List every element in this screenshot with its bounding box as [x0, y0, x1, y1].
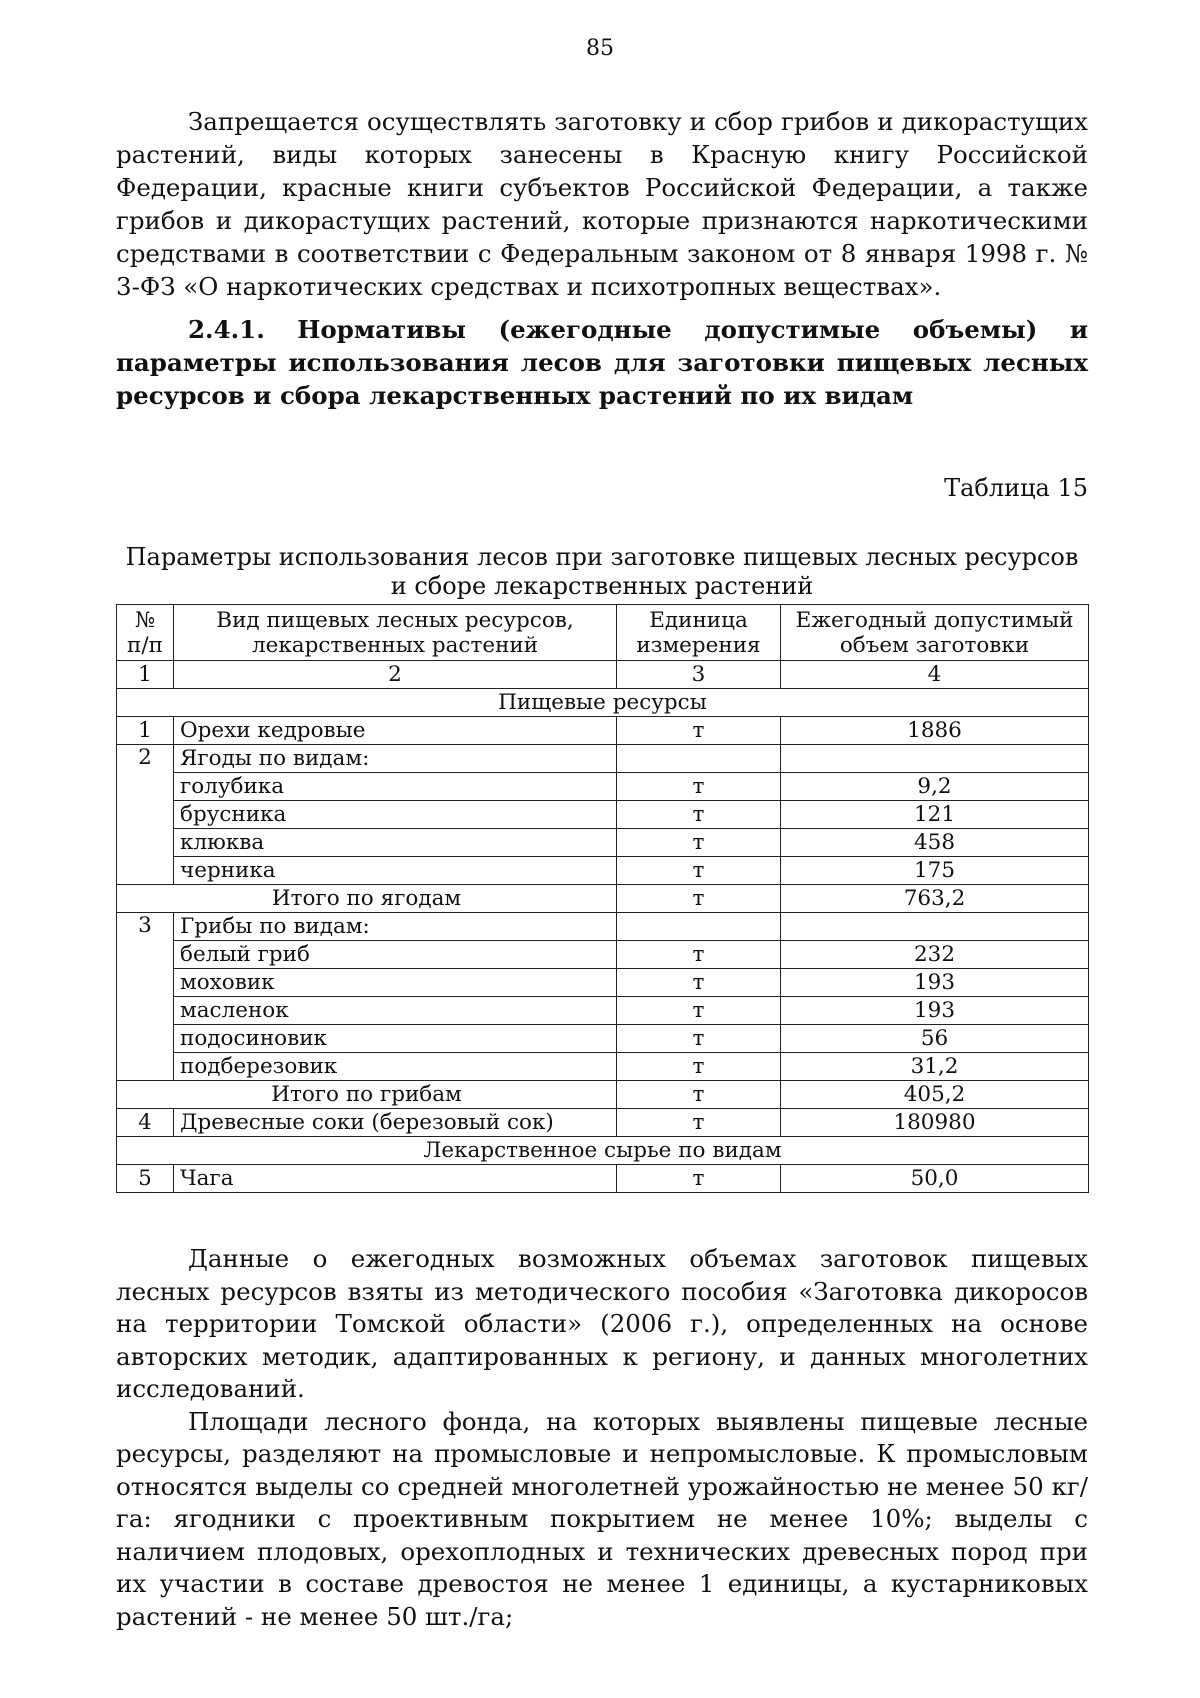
row-num: 3 [117, 913, 174, 1081]
table-row [117, 801, 1089, 829]
table-row [117, 997, 1089, 1025]
row-value: 121 [781, 801, 1089, 829]
row-value-empty [781, 745, 1089, 773]
row-name: подосиновик [174, 1025, 617, 1053]
row-name: клюква [174, 829, 617, 857]
row-name: голубика [174, 773, 617, 801]
header-kind: Вид пищевых лесных ресурсов, лекарственных растений [174, 605, 617, 661]
row-name: Древесные соки (березовый сок) [174, 1109, 617, 1137]
row-unit: т [617, 1109, 781, 1137]
row-unit: т [617, 801, 781, 829]
row-name: Орехи кедровые [174, 717, 617, 745]
table-header-row [117, 605, 1089, 661]
row-name: брусника [174, 801, 617, 829]
row-value: 31,2 [781, 1053, 1089, 1081]
row-name: белый гриб [174, 941, 617, 969]
total-label: Итого по ягодам [117, 885, 617, 913]
table-row-group-berries [117, 745, 1089, 773]
table-row [117, 969, 1089, 997]
table-caption-line-2: и сборе лекарственных растений [390, 572, 814, 600]
header-num: № п/п [117, 605, 174, 661]
table-label: Таблица 15 [944, 474, 1088, 502]
intro-paragraph: Запрещается осуществлять заготовку и сбор грибов и дикорастущих растений, виды которых занесены в Красную книгу Российской Федерации, красные книги субъектов Российской Федерации, а также грибов и дикорастущих растений, которые признаются наркотическими средствами в соответствии с Федеральным законом от 8 января 1998 г. № 3-ФЗ «О наркотических средствах и психотропных веществах». [116, 107, 1088, 301]
row-value: 180980 [781, 1109, 1089, 1137]
page-number: 85 [586, 36, 614, 61]
row-value: 50,0 [781, 1165, 1089, 1193]
row-name: Грибы по видам: [174, 913, 617, 941]
table-caption [116, 543, 1088, 601]
section-medicinal-label: Лекарственное сырье по видам [117, 1137, 1089, 1165]
resources-table [116, 604, 1089, 1193]
total-label: Итого по грибам [117, 1081, 617, 1109]
table-row [117, 941, 1089, 969]
table-row [117, 829, 1089, 857]
table-row [117, 717, 1089, 745]
column-number: 3 [617, 661, 781, 689]
areas-paragraph: Площади лесного фонда, на которых выявлены пищевые лесные ресурсы, разделяют на промысловые и непромысловые. К промысловым относятся выделы со средней многолетней урожайностью не менее 50 кг/га: ягодники с проективным покрытием не менее 10%; выделы с наличием плодовых, орехоплодных и технических древесных пород при их участии в составе древостоя не менее 1 единицы, а кустарниковых растений - не менее 50 шт./га; [116, 1406, 1088, 1631]
column-number: 1 [117, 661, 174, 689]
table-row [117, 773, 1089, 801]
table-row [117, 1109, 1089, 1137]
column-number-row [117, 661, 1089, 689]
table-row [117, 1165, 1089, 1193]
row-unit-empty [617, 745, 781, 773]
header-volume: Ежегодный допустимый объем заготовки [781, 605, 1089, 661]
intro-paragraph-block [116, 105, 1088, 303]
row-value: 458 [781, 829, 1089, 857]
row-num: 1 [117, 717, 174, 745]
column-number: 4 [781, 661, 1089, 689]
row-value: 193 [781, 997, 1089, 1025]
row-value: 1886 [781, 717, 1089, 745]
row-unit: т [617, 1081, 781, 1109]
row-unit: т [617, 857, 781, 885]
row-unit: т [617, 1025, 781, 1053]
row-name: масленок [174, 997, 617, 1025]
row-num: 5 [117, 1165, 174, 1193]
table-row-total-berries [117, 885, 1089, 913]
table-row [117, 1053, 1089, 1081]
row-name: подберезовик [174, 1053, 617, 1081]
row-name: Чага [174, 1165, 617, 1193]
row-unit: т [617, 969, 781, 997]
row-name: моховик [174, 969, 617, 997]
row-name: Ягоды по видам: [174, 745, 617, 773]
header-unit: Единица измерения [617, 605, 781, 661]
row-num: 2 [117, 745, 174, 885]
row-value: 9,2 [781, 773, 1089, 801]
table-row [117, 857, 1089, 885]
table-caption-line-1: Параметры использования лесов при заготовке пищевых лесных ресурсов [125, 543, 1079, 571]
row-unit: т [617, 885, 781, 913]
table-row-group-mushrooms [117, 913, 1089, 941]
section-food-label: Пищевые ресурсы [117, 689, 1089, 717]
section-heading: 2.4.1. Нормативы (ежегодные допустимые объемы) и параметры использования лесов для заготовки пищевых лесных ресурсов и сбора лекарственных растений по их видам [116, 315, 1088, 410]
row-value-empty [781, 913, 1089, 941]
row-value: 193 [781, 969, 1089, 997]
row-unit: т [617, 717, 781, 745]
row-unit-empty [617, 913, 781, 941]
row-unit: т [617, 1165, 781, 1193]
section-row-food [117, 689, 1089, 717]
row-unit: т [617, 773, 781, 801]
source-paragraph: Данные о ежегодных возможных объемах заготовок пищевых лесных ресурсов взяты из методического пособия «Заготовка дикоросов на территории Томской области» (2006 г.), определенных на основе авторских методик, адаптированных к региону, и данных многолетних исследований. [116, 1244, 1088, 1403]
row-unit: т [617, 1053, 781, 1081]
row-value: 56 [781, 1025, 1089, 1053]
row-value: 405,2 [781, 1081, 1089, 1109]
row-unit: т [617, 997, 781, 1025]
row-unit: т [617, 941, 781, 969]
source-paragraph-block [116, 1243, 1088, 1633]
section-row-medicinal [117, 1137, 1089, 1165]
row-value: 175 [781, 857, 1089, 885]
table-row [117, 1025, 1089, 1053]
section-heading-block [116, 313, 1088, 412]
row-value: 232 [781, 941, 1089, 969]
column-number: 2 [174, 661, 617, 689]
row-num: 4 [117, 1109, 174, 1137]
row-unit: т [617, 829, 781, 857]
table-row-total-mushrooms [117, 1081, 1089, 1109]
row-name: черника [174, 857, 617, 885]
row-value: 763,2 [781, 885, 1089, 913]
